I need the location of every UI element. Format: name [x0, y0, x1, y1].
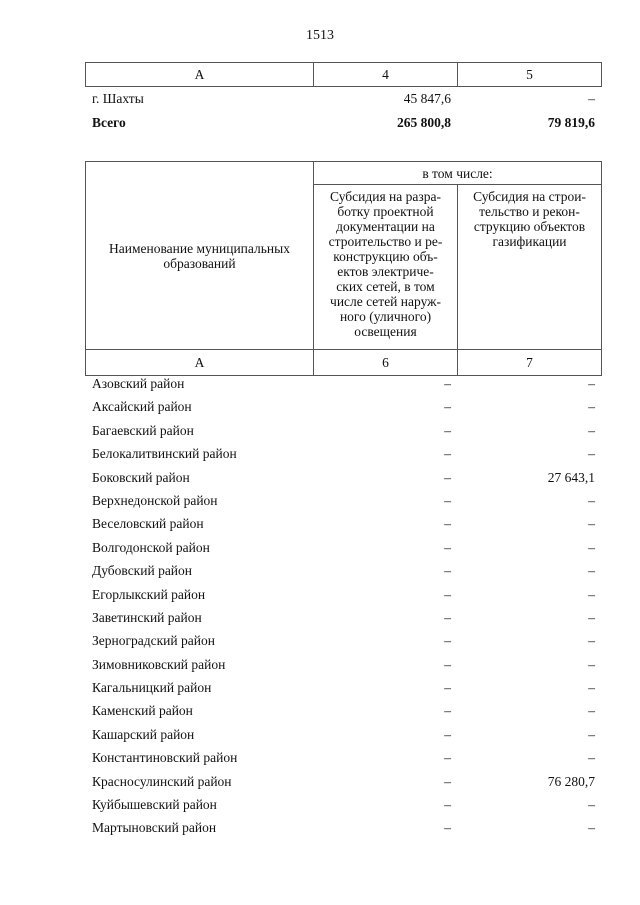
row-col7: – [588, 446, 595, 462]
header-num-7: 7 [458, 350, 602, 376]
table1-header [85, 62, 602, 87]
table-row [85, 419, 601, 442]
table-row [85, 746, 601, 769]
row-name: Константиновский район [92, 750, 238, 766]
table-row [85, 723, 601, 746]
table2-body [85, 372, 601, 840]
header-col6-line: строительство и ре- [328, 234, 443, 249]
row-name: Куйбышевский район [92, 797, 217, 813]
row-name: Каменский район [92, 703, 193, 719]
row-col6: – [444, 797, 451, 813]
table-row [85, 372, 601, 395]
row-name: Белокалитвинский район [92, 446, 237, 462]
row-col6: – [444, 539, 451, 555]
table-row [85, 606, 601, 629]
header-col7-line: газификации [492, 234, 567, 249]
header-col7 [458, 185, 602, 350]
header-name-line: образований [163, 255, 236, 271]
row-col7: – [588, 609, 595, 625]
row-col7: – [588, 492, 595, 508]
header-col6-line: ботку проектной [337, 204, 434, 219]
row-col7: – [588, 633, 595, 649]
header-col6-line: документации на [336, 219, 435, 234]
row-name: Егорлыкский район [92, 586, 206, 602]
row-name: Заветинский район [92, 609, 202, 625]
row-name: Мартыновский район [92, 820, 217, 836]
row-col6: – [444, 469, 451, 485]
row-col7: – [588, 586, 595, 602]
row-col6: – [444, 680, 451, 696]
row-col7: – [588, 563, 595, 579]
table-row [85, 489, 601, 512]
row-col4: 265 800,8 [397, 115, 451, 130]
row-name: Веселовский район [92, 516, 204, 532]
row-col6: – [444, 633, 451, 649]
row-col6: – [444, 446, 451, 462]
table-row [85, 699, 601, 722]
header-group: в том числе: [314, 162, 602, 185]
row-col6: – [444, 399, 451, 415]
row-col6: – [444, 773, 451, 789]
row-col7: – [588, 399, 595, 415]
table1-row-shakhty [85, 88, 601, 110]
table-row [85, 770, 601, 793]
table-row [85, 793, 601, 816]
table-row [85, 536, 601, 559]
header-col6-line: числе сетей наруж- [330, 294, 441, 309]
header-name-line: Наименование муниципальных [109, 240, 290, 256]
row-col7: – [588, 703, 595, 719]
table1-header-a: А [86, 63, 314, 87]
row-col6: – [444, 609, 451, 625]
row-col6: – [444, 563, 451, 579]
table-row [85, 629, 601, 652]
header-col6-line: освещения [354, 324, 417, 339]
row-col7: – [588, 750, 595, 766]
table-row [85, 676, 601, 699]
table-row [85, 816, 601, 839]
row-col7: – [588, 376, 595, 391]
row-col6: – [444, 656, 451, 672]
header-name-cell [86, 162, 314, 350]
row-name: Всего [92, 115, 126, 130]
row-col4: 45 847,6 [403, 91, 451, 106]
row-col6: – [444, 586, 451, 602]
row-name: Кашарский район [92, 726, 195, 742]
table-row [85, 395, 601, 418]
header-col6-line: ного (уличного) [339, 309, 432, 324]
row-col6: – [444, 422, 451, 438]
row-col5: 79 819,6 [547, 115, 595, 130]
row-name: Верхнедонской район [92, 492, 218, 508]
row-name: Боковский район [92, 469, 190, 485]
header-col7-line: тельство и рекон- [479, 204, 580, 219]
header-num-6: 6 [314, 350, 458, 376]
table-row [85, 583, 601, 606]
page-number: 1513 [306, 28, 334, 43]
header-col6 [314, 185, 458, 350]
row-col7: – [588, 797, 595, 813]
row-col7: – [588, 516, 595, 532]
table-row [85, 466, 601, 489]
header-col6-line: конструкцию объ- [333, 249, 438, 264]
row-name: Дубовский район [92, 563, 193, 579]
row-name: Азовский район [92, 376, 185, 391]
header-col7-line: Субсидия на строи- [473, 189, 586, 204]
row-name: г. Шахты [92, 91, 144, 106]
row-name: Багаевский район [92, 422, 194, 438]
row-col7: – [588, 726, 595, 742]
table-row [85, 442, 601, 465]
row-col6: – [444, 376, 451, 391]
table1-header-4: 4 [314, 63, 458, 87]
table1-row-total [85, 112, 601, 134]
row-col6: – [444, 750, 451, 766]
row-col7: – [588, 680, 595, 696]
row-name: Кагальницкий район [92, 680, 212, 696]
row-col7: – [588, 539, 595, 555]
row-name: Зимовниковский район [92, 656, 226, 672]
row-col7: – [588, 656, 595, 672]
row-col7: 76 280,7 [547, 773, 595, 789]
row-col6: – [444, 516, 451, 532]
table1-header-5: 5 [458, 63, 602, 87]
row-col6: – [444, 820, 451, 836]
row-col7: 27 643,1 [547, 469, 595, 485]
header-col6-line: ектов электриче- [337, 264, 434, 279]
row-name: Красносулинский район [92, 773, 232, 789]
row-name: Аксайский район [92, 399, 192, 415]
row-col6: – [444, 726, 451, 742]
table-row [85, 512, 601, 535]
table2-header [85, 161, 602, 376]
row-col7: – [588, 820, 595, 836]
table-row [85, 559, 601, 582]
row-col7: – [588, 422, 595, 438]
row-col6: – [444, 703, 451, 719]
header-col7-line: струкцию объектов [473, 219, 586, 234]
row-col5: – [588, 91, 595, 106]
row-name: Зерноградский район [92, 633, 215, 649]
row-col6: – [444, 492, 451, 508]
row-name: Волгодонской район [92, 539, 210, 555]
table-row [85, 653, 601, 676]
header-col6-line: Субсидия на разра- [330, 189, 441, 204]
header-num-a: А [86, 350, 314, 376]
header-col6-line: ских сетей, в том [336, 279, 435, 294]
